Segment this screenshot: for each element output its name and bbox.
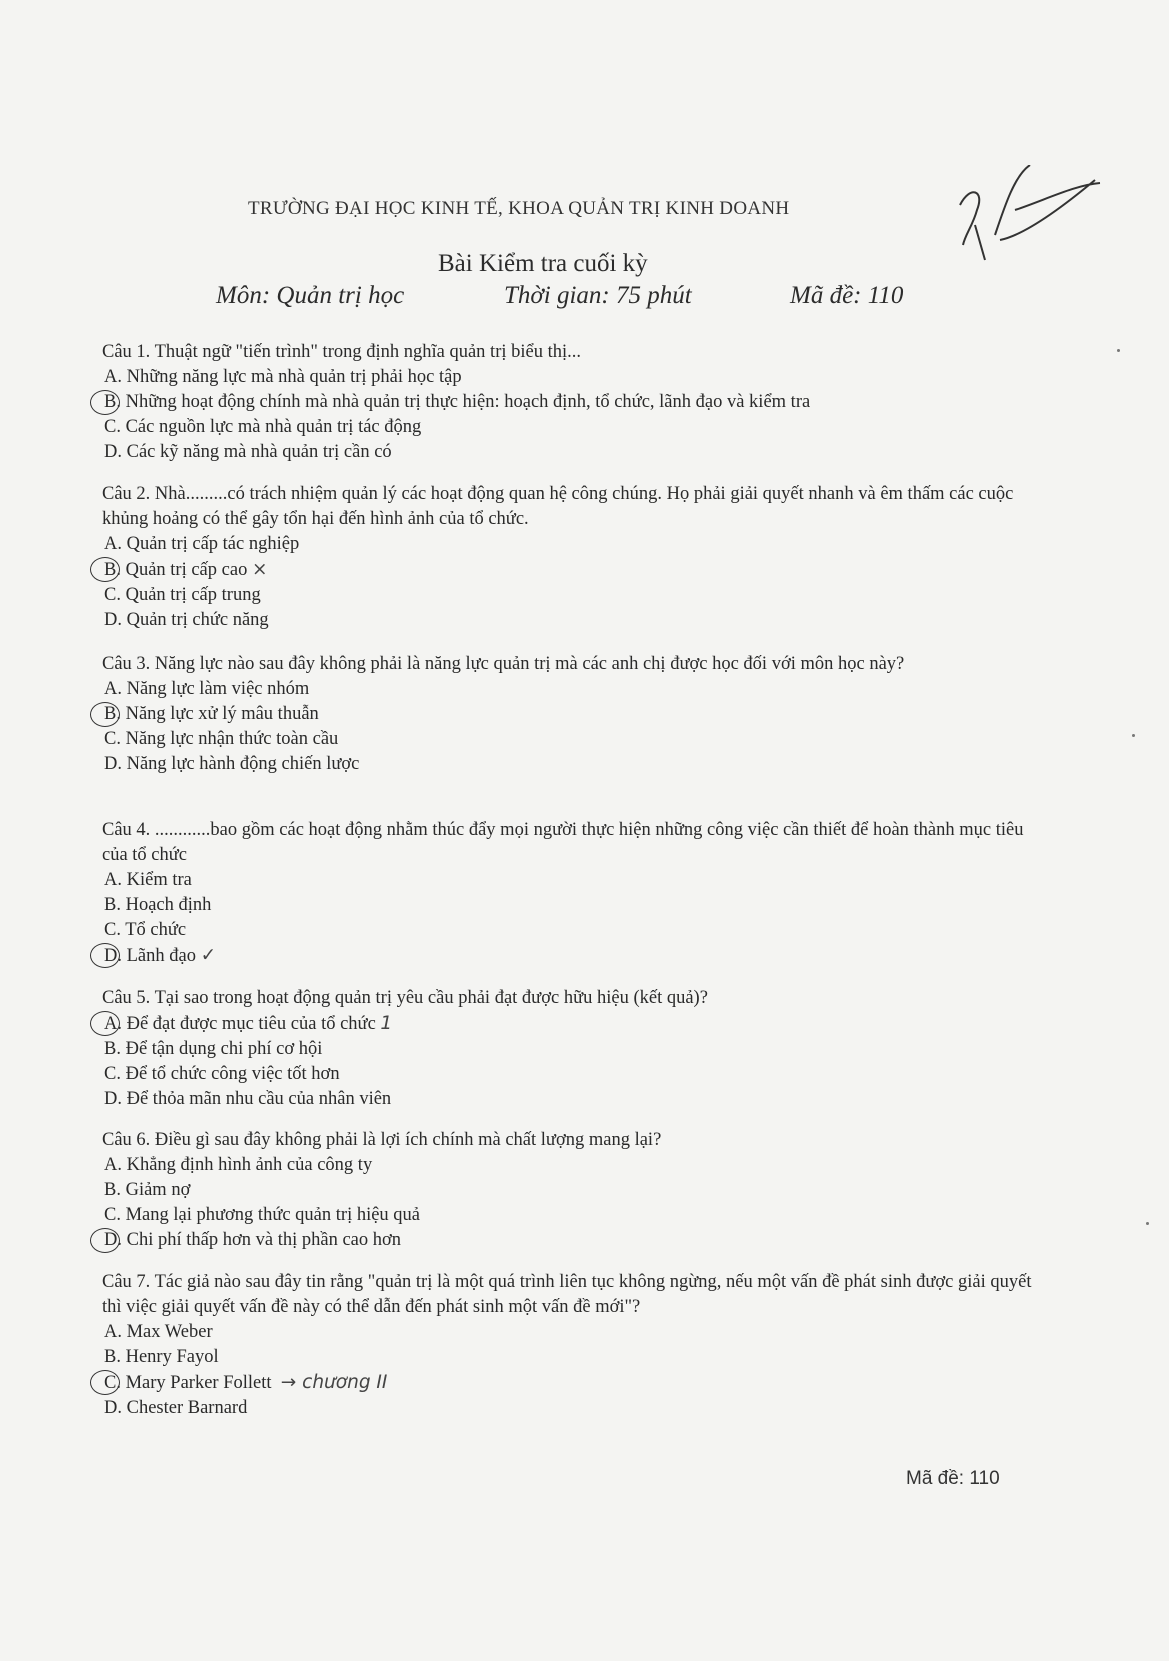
option-d: D. Năng lực hành động chiến lược <box>104 754 360 774</box>
option-c: C. Các nguồn lực mà nhà quản trị tác động <box>104 417 422 437</box>
duration: Thời gian: 75 phút <box>504 282 692 309</box>
answer-circle <box>90 702 120 727</box>
answer-circle <box>90 1228 120 1253</box>
question-stem: Câu 1. Thuật ngữ "tiến trình" trong định nghĩa quản trị biểu thị... <box>102 342 582 362</box>
option-d: D. Chester Barnard <box>104 1398 248 1418</box>
handwritten-mark <box>955 165 1105 285</box>
exam-code: Mã đề: 110 <box>790 282 904 309</box>
option-a: A. Kiểm tra <box>104 870 192 890</box>
scan-speck <box>1146 1222 1149 1225</box>
option-b: B. Hoạch định <box>104 895 212 915</box>
footer-exam-code: Mã đề: 110 <box>906 1468 1000 1489</box>
question-stem: Câu 4. ............bao gồm các hoạt động nhằm thúc đẩy mọi người thực hiện những công việc cần thiết để hoàn thành mục tiêu của tổ chức <box>102 820 1024 865</box>
option-d: D. Lãnh đạo ✓ <box>92 943 1042 969</box>
question-stem: Câu 5. Tại sao trong hoạt động quản trị yêu cầu phải đạt được hữu hiệu (kết quả)? <box>102 988 708 1008</box>
option-b: B. Để tận dụng chi phí cơ hội <box>104 1039 323 1059</box>
option-a: A. Khẳng định hình ảnh của công ty <box>104 1155 373 1175</box>
option-b: B. Giảm nợ <box>104 1180 191 1200</box>
scan-speck <box>1132 734 1135 737</box>
answer-circle <box>90 943 120 968</box>
school-name: TRƯỜNG ĐẠI HỌC KINH TẾ, KHOA QUẢN TRỊ KINH DOANH <box>248 198 790 219</box>
question-4 <box>92 818 1042 969</box>
option-d: D. Để thỏa mãn nhu cầu của nhân viên <box>104 1089 392 1109</box>
option-c: C. Để tổ chức công việc tốt hơn <box>104 1064 340 1084</box>
option-b: B. Những hoạt động chính mà nhà quản trị thực hiện: hoạch định, tổ chức, lãnh đạo và kiểm tra <box>92 390 1042 415</box>
option-b: B. Quản trị cấp cao × <box>92 557 1042 583</box>
option-c: C. Tổ chức <box>104 920 187 940</box>
option-a: A. Năng lực làm việc nhóm <box>104 679 310 699</box>
question-stem: Câu 7. Tác giả nào sau đây tin rằng "quản trị là một quá trình liên tục không ngừng, nếu một vấn đề phát sinh được giải quyết thì việc giải quyết vấn đề này có thể dẫn đến phát sinh một vấn đề mới"? <box>102 1272 1032 1317</box>
question-stem: Câu 2. Nhà.........có trách nhiệm quản lý các hoạt động quan hệ công chúng. Họ phải giải quyết nhanh và êm thấm các cuộc khủng hoảng có thể gây tổn hại đến hình ảnh của tổ chức. <box>102 484 1014 529</box>
question-3 <box>92 652 1042 777</box>
handwritten-note: ✓ <box>200 945 217 966</box>
option-d: D. Các kỹ năng mà nhà quản trị cần có <box>104 442 392 462</box>
option-a: A. Max Weber <box>104 1322 213 1342</box>
answer-circle <box>90 557 120 582</box>
option-a: A. Quản trị cấp tác nghiệp <box>104 534 300 554</box>
subject: Môn: Quản trị học <box>216 282 405 309</box>
question-stem: Câu 6. Điều gì sau đây không phải là lợi ích chính mà chất lượng mang lại? <box>102 1130 662 1150</box>
option-c: C. Năng lực nhận thức toàn cầu <box>104 729 339 749</box>
question-7 <box>92 1270 1042 1421</box>
option-c: C. Quản trị cấp trung <box>104 585 261 605</box>
handwritten-note: × <box>251 559 268 580</box>
answer-circle <box>90 1011 120 1036</box>
option-d: D. Chi phí thấp hơn và thị phần cao hơn <box>92 1228 1042 1253</box>
question-5 <box>92 986 1042 1112</box>
question-stem: Câu 3. Năng lực nào sau đây không phải là năng lực quản trị mà các anh chị được học đối với môn học này? <box>102 654 905 674</box>
option-c: C. Mary Parker Follett → chương II <box>92 1370 1042 1396</box>
question-1 <box>92 340 1042 465</box>
question-6 <box>92 1128 1042 1253</box>
option-b: B. Henry Fayol <box>104 1347 219 1367</box>
scan-speck <box>1117 349 1120 352</box>
answer-circle <box>90 1370 120 1395</box>
option-c: C. Mang lại phương thức quản trị hiệu quả <box>104 1205 421 1225</box>
option-b: B. Năng lực xử lý mâu thuẫn <box>92 702 1042 727</box>
handwritten-note: → chương II <box>280 1372 388 1393</box>
option-d: D. Quản trị chức năng <box>104 610 269 630</box>
option-a: A. Những năng lực mà nhà quản trị phải học tập <box>104 367 462 387</box>
handwritten-note: 1 <box>380 1013 393 1034</box>
option-a: A. Để đạt được mục tiêu của tổ chức 1 <box>92 1011 1042 1037</box>
exam-title: Bài Kiểm tra cuối kỳ <box>438 250 648 277</box>
question-2 <box>92 482 1042 633</box>
answer-circle <box>90 390 120 415</box>
